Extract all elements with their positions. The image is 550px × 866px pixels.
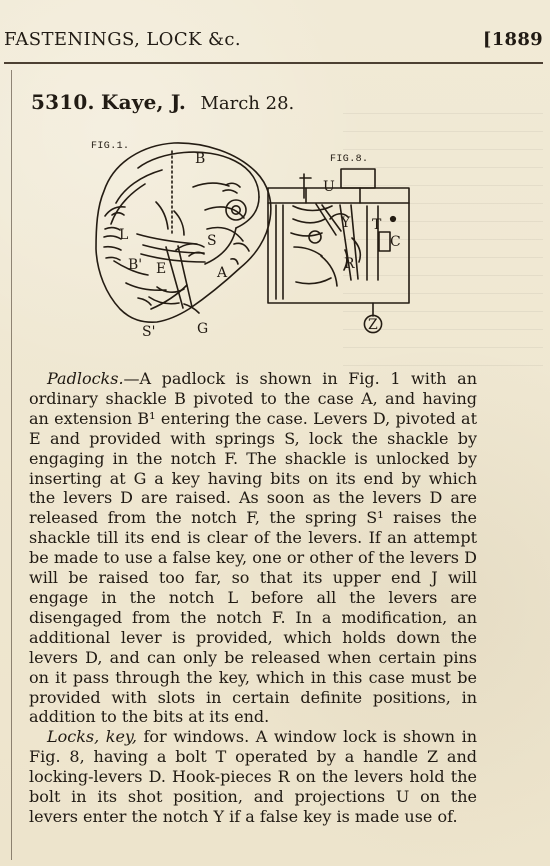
entry-heading bbox=[31, 90, 294, 114]
entry-date: March 28. bbox=[200, 93, 295, 114]
figure-label-a: A bbox=[217, 265, 228, 281]
figure-label-b-top: B bbox=[195, 151, 206, 167]
figure-label-b1: B' bbox=[128, 257, 143, 273]
figure-label-s1: S' bbox=[142, 324, 156, 340]
figure-label-y: Y bbox=[341, 215, 351, 231]
paragraph-padlocks bbox=[29, 369, 477, 727]
paragraph-padlocks-lead: Padlocks. bbox=[47, 369, 124, 388]
page-header bbox=[4, 29, 543, 69]
figure-label-u: U bbox=[323, 179, 335, 195]
figure-8-label: FIG.8. bbox=[330, 154, 369, 165]
entry-number: 5310. bbox=[31, 90, 95, 114]
figure-label-g: G bbox=[197, 321, 209, 337]
paragraph-padlocks-text: —A padlock is shown in Fig. 1 with an ordinary shackle B pivoted to the case A, and having an extension B¹ entering the case. Levers D, pivoted at E and provided with springs S, lock the shackle by engaging in the notch F. The shackle is unlocked by inserting at G a key having bits on its end by which the levers D are raised. As soon as the levers D are released from the notch F, the spring S¹ raises the shackle till its end is clear of the levers. If an attempt be made to use a false key, one or other of the levers D will be raised too far, so that its upper end J will engage in the notch L before all the levers are disengaged from the notch F. In a modification, an additional lever is provided, which holds down the levers D, and can only be released when certain pins on it pass through the key, which in this case must be provided with slots in certain definite positions, in addition to the bits at its end. bbox=[29, 369, 477, 727]
header-rule bbox=[4, 62, 543, 64]
figure-1-label: FIG.1. bbox=[91, 141, 130, 152]
figure-label-z: Z bbox=[368, 317, 378, 333]
patent-figures bbox=[86, 133, 418, 347]
figure-label-s: S bbox=[207, 233, 217, 249]
year-marker: [1889 bbox=[482, 29, 543, 50]
entry-name: Kaye, J. bbox=[101, 90, 187, 114]
figure-label-r: R bbox=[344, 256, 355, 272]
figure-label-t: T bbox=[372, 217, 382, 233]
patent-description bbox=[29, 369, 477, 827]
paragraph-window-lock-lead: Locks, key, bbox=[47, 727, 137, 747]
figure-label-l: L bbox=[119, 227, 129, 243]
running-head: FASTENINGS, LOCK &c. bbox=[4, 29, 241, 50]
paragraph-window-lock-text: for windows. A window lock is shown in Fig. 8, having a bolt T operated by a handle Z and locking-levers D. Hook-pieces R on the levers hold the bolt in its shot position, and projections U on the levers enter the notch Y if a false key is made use of. bbox=[29, 727, 477, 826]
paragraph-window-lock bbox=[29, 727, 477, 827]
patent-figure-drawing bbox=[86, 133, 418, 347]
page-margin-rule bbox=[11, 70, 12, 860]
figure-label-e: E bbox=[156, 261, 167, 277]
figure-label-c: C bbox=[390, 234, 401, 250]
